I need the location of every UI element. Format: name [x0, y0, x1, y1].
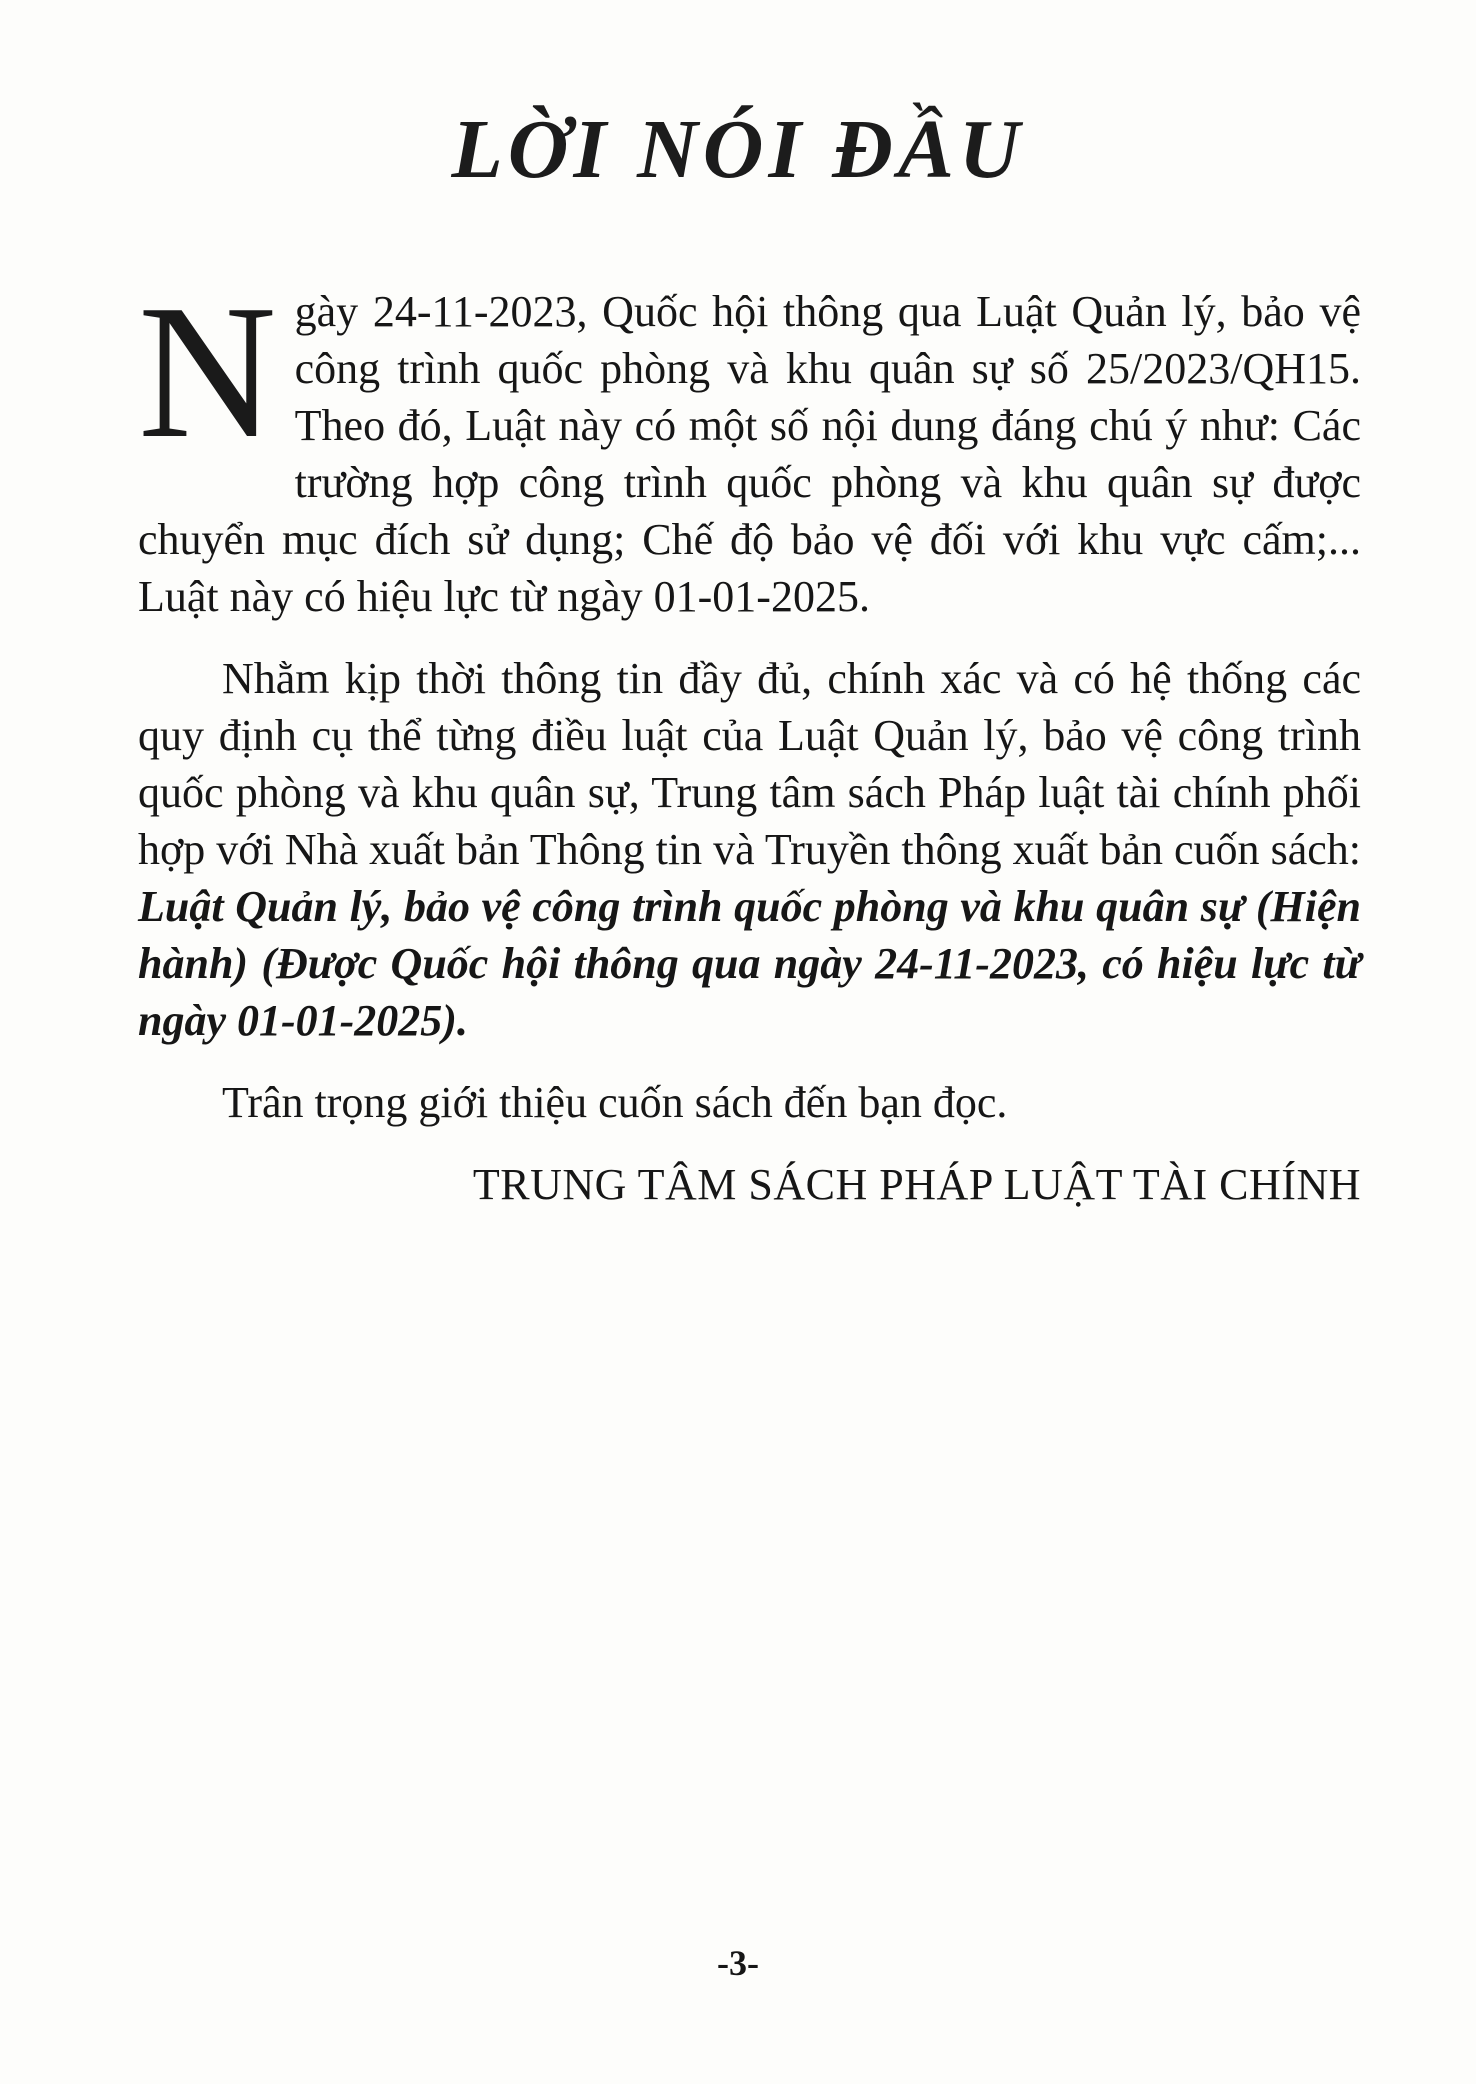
paragraph-intro-text: gày 24-11-2023, Quốc hội thông qua Luật Quản lý, bảo vệ công trình quốc phòng và khu quân sự số 25/2023/QH15. Theo đó, Luật này có một số nội dung đáng chú ý như: Các trường hợp công trình quốc phòng và khu quân sự được chuyển mục đích sử dụng; Chế độ bảo vệ đối với khu vực cấm;... Luật này có hiệu lực từ ngày 01-01-2025. — [138, 287, 1361, 621]
paragraph-purpose — [138, 650, 1361, 1049]
page-number: -3- — [717, 1943, 759, 1983]
signature-line: TRUNG TÂM SÁCH PHÁP LUẬT TÀI CHÍNH — [472, 1160, 1361, 1209]
paragraph-closing: Trân trọng giới thiệu cuốn sách đến bạn đọc. — [222, 1078, 1008, 1127]
page-title: LỜI NÓI ĐẦU — [451, 103, 1025, 196]
paragraph-purpose-text: Nhằm kịp thời thông tin đầy đủ, chính xác và có hệ thống các quy định cụ thể từng điều luật của Luật Quản lý, bảo vệ công trình quốc phòng và khu quân sự, Trung tâm sách Pháp luật tài chính phối hợp với Nhà xuất bản Thông tin và Truyền thông xuất bản cuốn sách: — [138, 654, 1361, 874]
preface-body — [138, 265, 1361, 1213]
paragraph-intro — [138, 265, 1361, 625]
book-title-emphasis: Luật Quản lý, bảo vệ công trình quốc phòng và khu quân sự (Hiện hành) (Được Quốc hội thông qua ngày 24-11-2023, có hiệu lực từ ngày 01-01-2025). — [138, 882, 1361, 1045]
drop-cap-letter: N — [138, 265, 277, 478]
